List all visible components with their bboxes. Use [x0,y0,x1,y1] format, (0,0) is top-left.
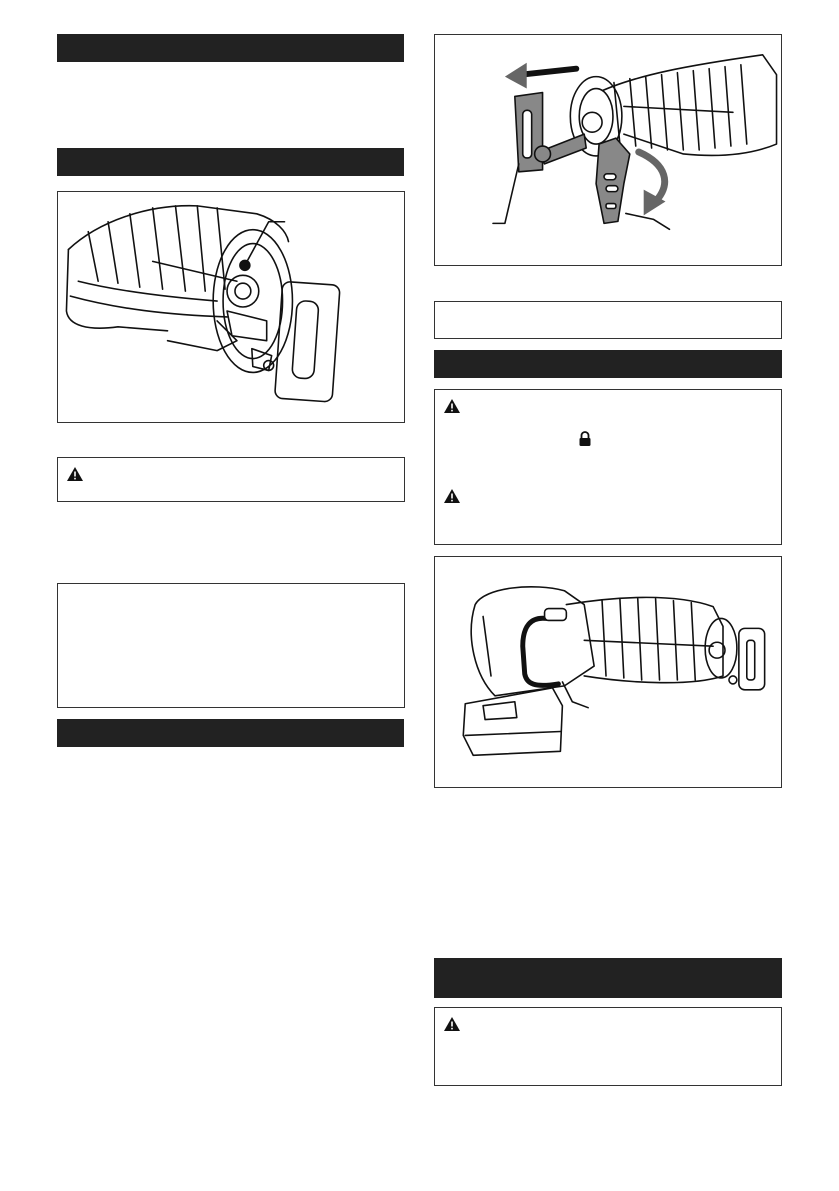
section-header-bar-5 [434,958,782,998]
warning-box-2 [434,389,782,545]
note-box-1 [57,583,405,708]
warning-triangle-icon [443,398,461,414]
section-header-bar-3 [57,719,404,747]
note-box-2 [434,301,782,339]
hook-illustration [435,557,781,787]
warning-box-1 [57,457,405,502]
figure-hook [434,556,782,788]
section-header-bar-1 [57,34,404,62]
section-header-bar-2 [57,148,404,176]
warning-triangle-icon [443,488,461,504]
figure-shoe-removal [434,34,782,266]
warning-triangle-icon [443,1016,461,1032]
warning-box-3 [434,1007,782,1086]
shoe-removal-illustration [435,35,781,265]
section-header-bar-4 [434,350,782,378]
warning-triangle-icon [66,466,84,482]
blade-holder-illustration [58,192,404,422]
figure-blade-holder-lever [57,191,405,423]
padlock-icon [578,431,592,447]
